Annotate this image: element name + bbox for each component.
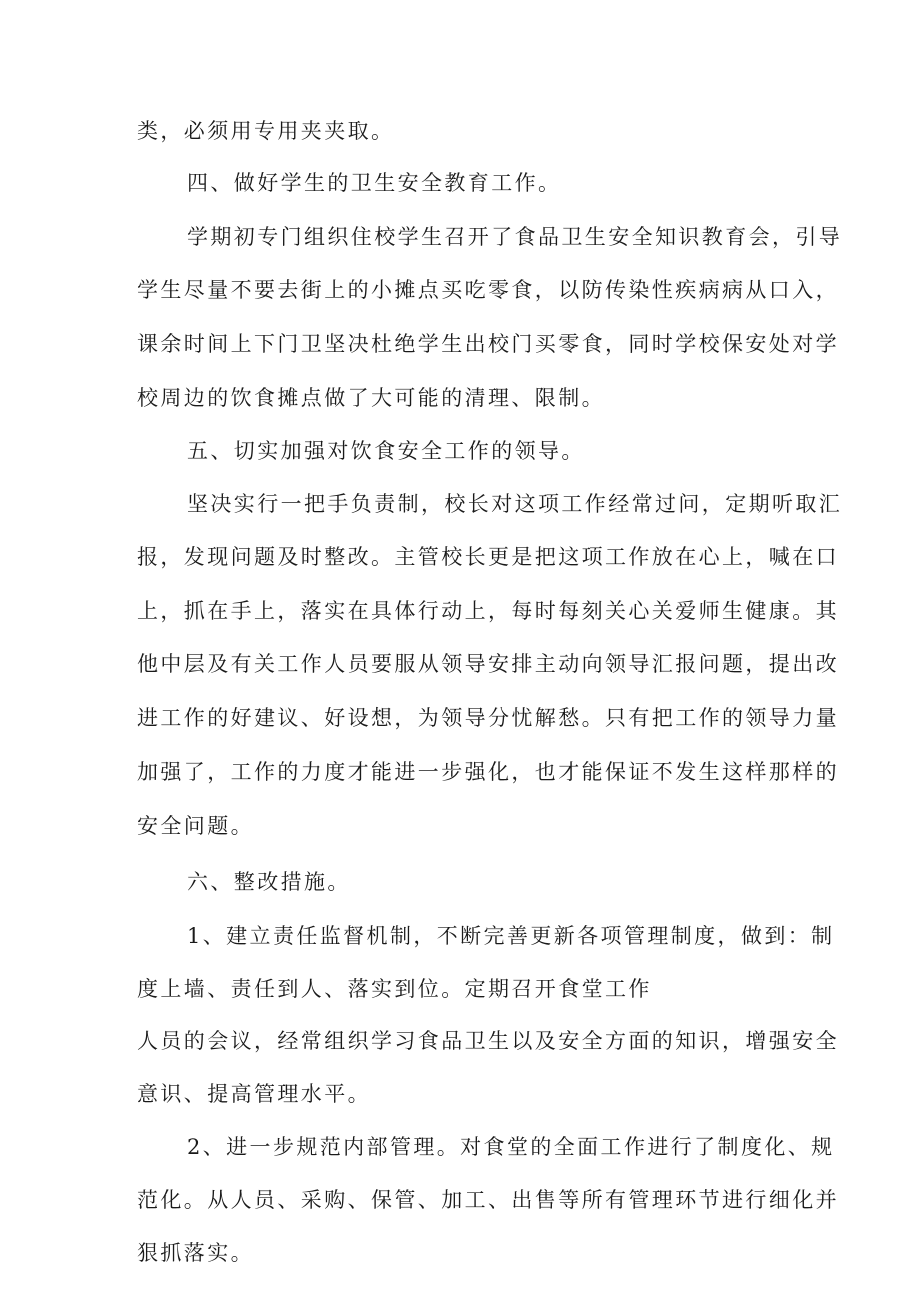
paragraph-line: 上，抓在手上，落实在具体行动上，每时每刻关心关爱师生健康。其 [137, 599, 839, 623]
paragraph-line: 加强了，工作的力度才能进一步强化，也才能保证不发生这样那样的 [137, 760, 839, 784]
list-item-1-line: 1、建立责任监督机制，不断完善更新各项管理制度，做到：制 [187, 924, 835, 948]
section-heading-4: 四、做好学生的卫生安全教育工作。 [187, 171, 562, 195]
paragraph-line: 学生尽量不要去街上的小摊点买吃零食，以防传染性疾病病从口入， [137, 278, 839, 302]
paragraph-line-continuation: 类，必须用专用夹夹取。 [137, 119, 395, 143]
paragraph-line: 他中层及有关工作人员要服从领导安排主动向领导汇报问题，提出改 [137, 652, 839, 676]
paragraph-line: 报，发现问题及时整改。主管校长更是把这项工作放在心上，喊在口 [137, 545, 839, 569]
paragraph-line: 坚决实行一把手负责制，校长对这项工作经常过问，定期听取汇 [187, 492, 843, 516]
paragraph-line: 安全问题。 [137, 814, 254, 838]
list-item-2-line: 范化。从人员、采购、保管、加工、出售等所有管理环节进行细化并 [137, 1188, 839, 1212]
paragraph-line: 进工作的好建议、好设想，为领导分忧解愁。只有把工作的领导力量 [137, 706, 839, 730]
section-heading-5: 五、切实加强对饮食安全工作的领导。 [187, 439, 585, 463]
list-item-1-line: 度上墙、责任到人、落实到位。定期召开食堂工作 [137, 977, 652, 1001]
paragraph-line: 校周边的饮食摊点做了大可能的清理、限制。 [137, 386, 605, 410]
list-item-1-line: 意识、提高管理水平。 [137, 1082, 371, 1106]
list-item-2-line: 狠抓落实。 [137, 1241, 254, 1265]
list-item-2-line: 2、进一步规范内部管理。对食堂的全面工作进行了制度化、规 [187, 1135, 835, 1159]
paragraph-line: 学期初专门组织住校学生召开了食品卫生安全知识教育会，引导 [187, 225, 843, 249]
list-item-1-line: 人员的会议，经常组织学习食品卫生以及安全方面的知识，增强安全 [137, 1029, 839, 1053]
paragraph-line: 课余时间上下门卫坚决杜绝学生出校门买零食，同时学校保安处对学 [137, 332, 839, 356]
section-heading-6: 六、整改措施。 [187, 870, 351, 894]
